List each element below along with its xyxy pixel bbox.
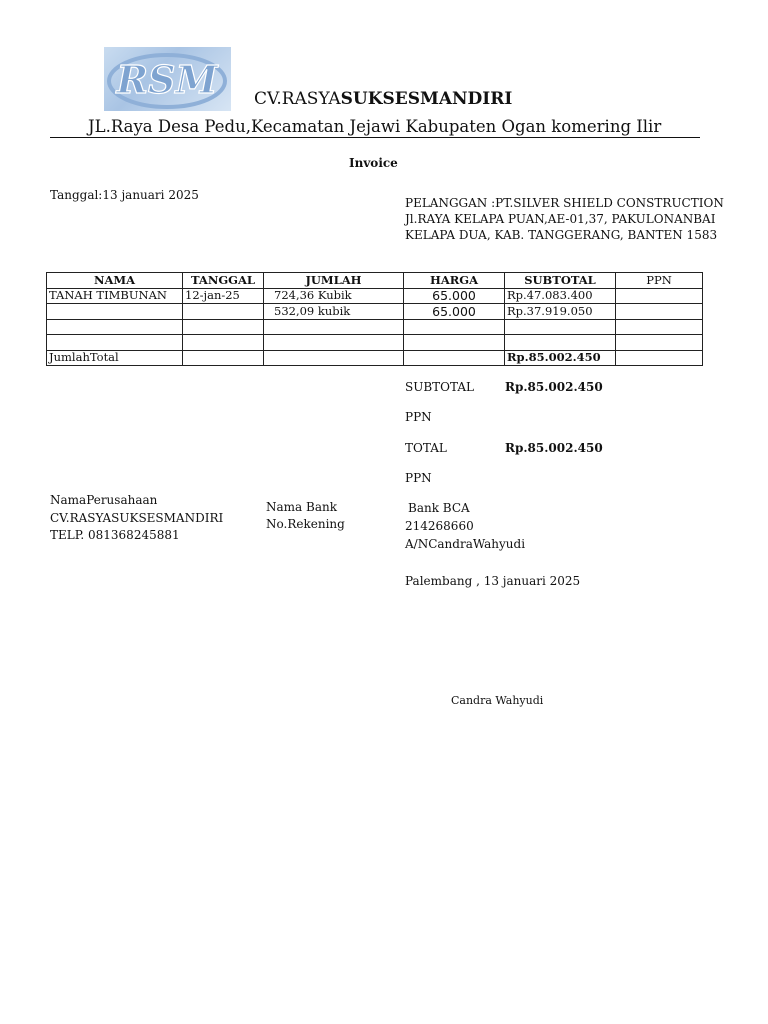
cell-subtotal: Rp.47.083.400 <box>505 288 616 304</box>
col-header-jumlah: JUMLAH <box>264 273 404 289</box>
summary-subtotal-value: Rp.85.002.450 <box>505 380 603 394</box>
cell-jumlah <box>264 319 404 335</box>
invoice-items-table <box>46 272 703 366</box>
col-header-subtotal: SUBTOTAL <box>505 273 616 289</box>
customer-line-1: PELANGGAN :PT.SILVER SHIELD CONSTRUCTION <box>405 196 724 210</box>
company-logo <box>104 47 231 111</box>
table-total-row <box>47 350 703 366</box>
company-name <box>254 89 512 109</box>
bank-name-label: Nama Bank <box>266 500 337 514</box>
company-info-label: NamaPerusahaan <box>50 493 158 507</box>
bank-values <box>405 499 525 553</box>
table-row <box>47 335 703 351</box>
bank-account-holder: A/NCandraWahyudi <box>405 537 526 551</box>
cell-ppn <box>616 288 703 304</box>
cell-harga: 65.000 <box>404 288 505 304</box>
cell-subtotal: Rp.37.919.050 <box>505 304 616 320</box>
table-row <box>47 304 703 320</box>
cell-harga <box>404 319 505 335</box>
table-header-row <box>47 273 703 289</box>
cell-harga: 65.000 <box>404 304 505 320</box>
cell-jumlah: 532,09 kubik <box>264 304 404 320</box>
total-label: JumlahTotal <box>47 350 183 366</box>
company-info-phone: TELP. 081368245881 <box>50 528 180 542</box>
col-header-harga: HARGA <box>404 273 505 289</box>
summary-subtotal-label: SUBTOTAL <box>405 380 474 394</box>
cell-jumlah: 724,36 Kubik <box>264 288 404 304</box>
col-header-ppn: PPN <box>616 273 703 289</box>
invoice-title: Invoice <box>349 156 398 170</box>
bank-account-number: 214268660 <box>405 519 474 533</box>
company-info-block <box>50 492 223 545</box>
col-header-tanggal: TANGGAL <box>183 273 264 289</box>
cell-harga <box>404 335 505 351</box>
cell-nama <box>47 304 183 320</box>
summary-total-value: Rp.85.002.450 <box>505 441 603 455</box>
cell-ppn <box>616 319 703 335</box>
company-address: JL.Raya Desa Pedu,Kecamatan Jejawi Kabupaten Ogan komering Ilir <box>50 117 700 138</box>
customer-line-2: Jl.RAYA KELAPA PUAN,AE-01,37, PAKULONANBAI <box>405 212 716 226</box>
logo-text: RSM <box>116 57 218 102</box>
signatory-name: Candra Wahyudi <box>451 694 544 707</box>
summary-ppn-label: PPN <box>405 410 432 424</box>
table-row <box>47 288 703 304</box>
total-value: Rp.85.002.450 <box>505 350 616 366</box>
company-name-prefix: CV.RASYA <box>254 89 341 109</box>
place-date: Palembang , 13 januari 2025 <box>405 574 581 588</box>
invoice-date: Tanggal:13 januari 2025 <box>50 188 199 202</box>
cell-subtotal <box>505 319 616 335</box>
cell-jumlah <box>264 335 404 351</box>
cell-ppn <box>616 335 703 351</box>
col-header-nama: NAMA <box>47 273 183 289</box>
cell-subtotal <box>505 335 616 351</box>
cell-nama: TANAH TIMBUNAN <box>47 288 183 304</box>
customer-line-3: KELAPA DUA, KAB. TANGGERANG, BANTEN 1583 <box>405 228 718 242</box>
cell-tanggal <box>183 319 264 335</box>
summary-ppn-label-2: PPN <box>405 471 432 485</box>
bank-labels <box>266 499 345 533</box>
cell-nama <box>47 335 183 351</box>
customer-block <box>405 195 724 243</box>
logo-graphic <box>104 47 231 111</box>
cell-tanggal: 12-jan-25 <box>183 288 264 304</box>
cell-nama <box>47 319 183 335</box>
cell-tanggal <box>183 335 264 351</box>
bank-account-label: No.Rekening <box>266 517 345 531</box>
bank-name-value: Bank BCA <box>408 501 470 515</box>
cell-ppn <box>616 304 703 320</box>
summary-total-label: TOTAL <box>405 441 447 455</box>
table-row <box>47 319 703 335</box>
company-name-bold: SUKSESMANDIRI <box>340 89 513 109</box>
company-info-name: CV.RASYASUKSESMANDIRI <box>50 510 224 525</box>
cell-tanggal <box>183 304 264 320</box>
